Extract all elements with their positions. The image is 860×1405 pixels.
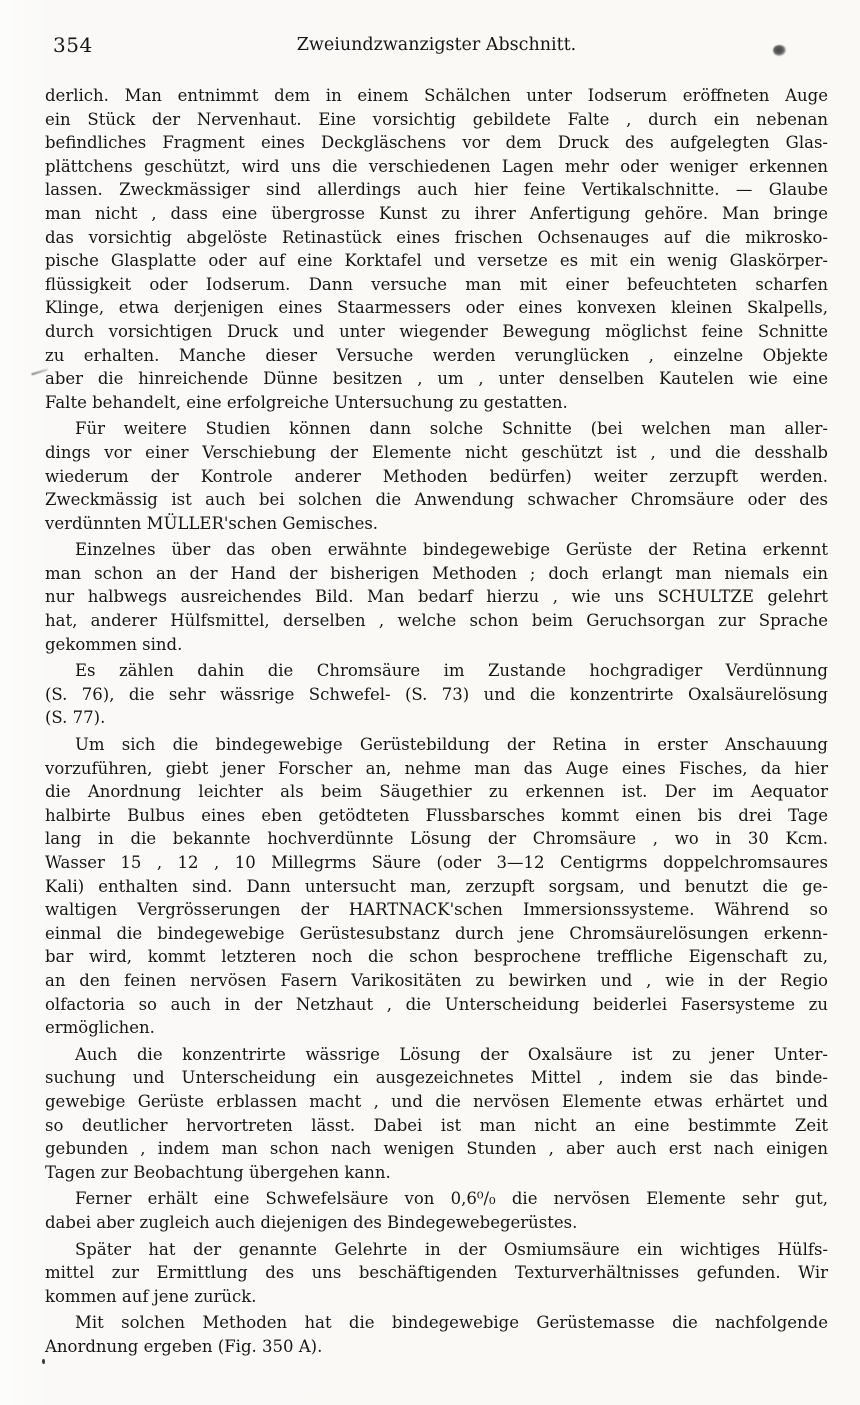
text-line: waltigen Vergrösserungen der HARTNACK'schen Immersionssysteme. Während so [45, 900, 828, 920]
text-line: olfactoria so auch in der Netzhaut , die Unterscheidung beiderlei Fasersysteme zu [45, 994, 828, 1014]
text-line: lassen. Zweckmässiger sind allerdings auch hier feine Vertikalschnitte. — Glaube [45, 180, 828, 200]
text-line: Falte behandelt, eine erfolgreiche Untersuchung zu gestatten. [45, 392, 568, 412]
text-line: man schon an der Hand der bisherigen Methoden ; doch erlangt man niemals ein [45, 563, 828, 583]
text-line: dabei aber zugleich auch diejenigen des Bindegewebegerüstes. [45, 1212, 578, 1232]
text-line: Anordnung ergeben (Fig. 350 A). [45, 1336, 323, 1356]
text-line: durch vorsichtigen Druck und unter wiegender Bewegung möglichst feine Schnitte [45, 321, 828, 341]
text-line: so deutlicher hervortreten lässt. Dabei ist man nicht an eine bestimmte Zeit [45, 1115, 828, 1135]
text-line: Um sich die bindegewebige Gerüstebildung der Retina in erster Anschauung [75, 735, 828, 755]
paragraph [45, 659, 828, 730]
text-line: Einzelnes über das oben erwähnte bindegewebige Gerüste der Retina erkennt [75, 540, 828, 560]
text-line: Klinge, etwa derjenigen eines Staarmessers oder eines konvexen kleinen Skalpells, [45, 298, 828, 318]
text-line: an den feinen nervösen Fasern Varikositäten zu bewirken und , wie in der Regio [45, 970, 828, 990]
text-line: wiederum der Kontrole anderer Methoden bedürfen) weiter zerzupft werden. [45, 466, 828, 486]
scan-artifact-dot [42, 1359, 45, 1364]
text-line: derlich. Man entnimmt dem in einem Schälchen unter Iodserum eröffneten Auge [45, 86, 828, 105]
paragraph [45, 1311, 828, 1358]
paragraph [45, 538, 828, 656]
text-line: dings vor einer Verschiebung der Elemente nicht geschützt ist , und die desshalb [45, 442, 828, 462]
text-line: Wasser 15 , 12 , 10 Millegrms Säure (oder 3—12 Centigrms doppelchromsaures [45, 853, 828, 872]
chapter-title: Zweiundzwanzigster Abschnitt. [296, 35, 577, 55]
text-line: Mit solchen Methoden hat die bindegewebige Gerüstemasse die nachfolgende [75, 1313, 828, 1333]
text-line: ein Stück der Nervenhaut. Eine vorsichtig gebildete Falte , durch ein nebenan [45, 109, 828, 129]
text-line: aber die hinreichende Dünne besitzen , um , unter denselben Kautelen wie eine [45, 369, 828, 389]
text-line: Es zählen dahin die Chromsäure im Zustande hochgradiger Verdünnung [75, 661, 828, 681]
text-line: Für weitere Studien können dann solche Schnitte (bei welchen man aller- [75, 419, 828, 439]
text-line: halbirte Bulbus eines eben getödteten Flussbarsches kommt einen bis drei Tage [45, 805, 828, 825]
text-line: befindliches Fragment eines Deckgläschens vor dem Druck des aufgelegten Glas- [45, 133, 828, 153]
paragraph [45, 1238, 828, 1309]
text-line: Auch die konzentrirte wässrige Lösung der Oxalsäure ist zu jener Unter- [75, 1044, 828, 1064]
text-body [45, 84, 828, 1358]
text-line: plättchens geschützt, wird uns die verschiedenen Lagen mehr oder weniger erkennen [45, 156, 828, 176]
text-line: mittel zur Ermittlung des uns beschäftigenden Texturverhältnisses gefunden. Wir [45, 1263, 828, 1283]
text-line: bar wird, kommt letzteren noch die schon besprochene treffliche Eigenschaft zu, [45, 947, 828, 967]
paragraph [45, 84, 828, 414]
text-line: das vorsichtig abgelöste Retinastück eines frischen Ochsenauges auf die mikrosko- [45, 227, 828, 247]
text-line: zu erhalten. Manche dieser Versuche werden verunglücken , einzelne Objekte [45, 345, 828, 365]
paragraph [45, 1043, 828, 1185]
text-line: suchung und Unterscheidung ein ausgezeichnetes Mittel , indem sie das binde- [45, 1068, 828, 1088]
text-line: kommen auf jene zurück. [45, 1286, 257, 1306]
text-line: ermöglichen. [45, 1018, 155, 1038]
page-header [45, 33, 828, 59]
paragraph [45, 733, 828, 1040]
text-line: flüssigkeit oder Iodserum. Dann versuche man mit einer befeuchteten scharfen [45, 274, 828, 294]
text-line: nur halbwegs ausreichendes Bild. Man bedarf hierzu , wie uns SCHULTZE gelehrt [45, 587, 828, 607]
text-line: gewebige Gerüste erblassen macht , und die nervösen Elemente etwas erhärtet und [45, 1091, 828, 1111]
text-line: verdünnten MÜLLER'schen Gemisches. [45, 513, 379, 533]
text-line: Tagen zur Beobachtung übergehen kann. [45, 1162, 391, 1182]
text-line: gekommen sind. [45, 634, 183, 654]
text-line: vorzuführen, giebt jener Forscher an, nehme man das Auge eines Fisches, da hier [45, 758, 828, 778]
text-line: man nicht , dass eine übergrosse Kunst zu ihrer Anfertigung gehöre. Man bringe [45, 203, 828, 223]
page-number: 354 [53, 33, 93, 57]
text-line: (S. 77). [45, 708, 106, 728]
text-line: gebunden , indem man schon nach wenigen Stunden , aber auch erst nach einigen [45, 1139, 828, 1159]
text-line: die Anordnung leichter als beim Säugethier zu erkennen ist. Der im Aequator [45, 782, 828, 802]
text-line: lang in die bekannte hochverdünnte Lösung der Chromsäure , wo in 30 Kcm. [45, 829, 828, 849]
text-line: einmal die bindegewebige Gerüstesubstanz durch jene Chromsäurelösungen erkenn- [45, 923, 828, 943]
text-line: Zweckmässig ist auch bei solchen die Anwendung schwacher Chromsäure oder des [45, 490, 828, 510]
text-line: pische Glasplatte oder auf eine Korktafel und versetze es mit ein wenig Glaskörper- [45, 251, 828, 271]
text-line: (S. 76), die sehr wässrige Schwefel- (S. 73) und die konzentrirte Oxalsäurelösung [45, 684, 828, 704]
text-line: Kali) enthalten sind. Dann untersucht man, zerzupft sorgsam, und benutzt die ge- [45, 876, 828, 896]
text-line: Später hat der genannte Gelehrte in der Osmiumsäure ein wichtiges Hülfs- [75, 1239, 828, 1259]
paragraph [45, 417, 828, 535]
text-line: Ferner erhält eine Schwefelsäure von 0,6⁰/₀ die nervösen Elemente sehr gut, [75, 1189, 828, 1209]
paragraph [45, 1187, 828, 1234]
text-line: hat, anderer Hülfsmittel, derselben , welche schon beim Geruchsorgan zur Sprache [45, 611, 828, 631]
